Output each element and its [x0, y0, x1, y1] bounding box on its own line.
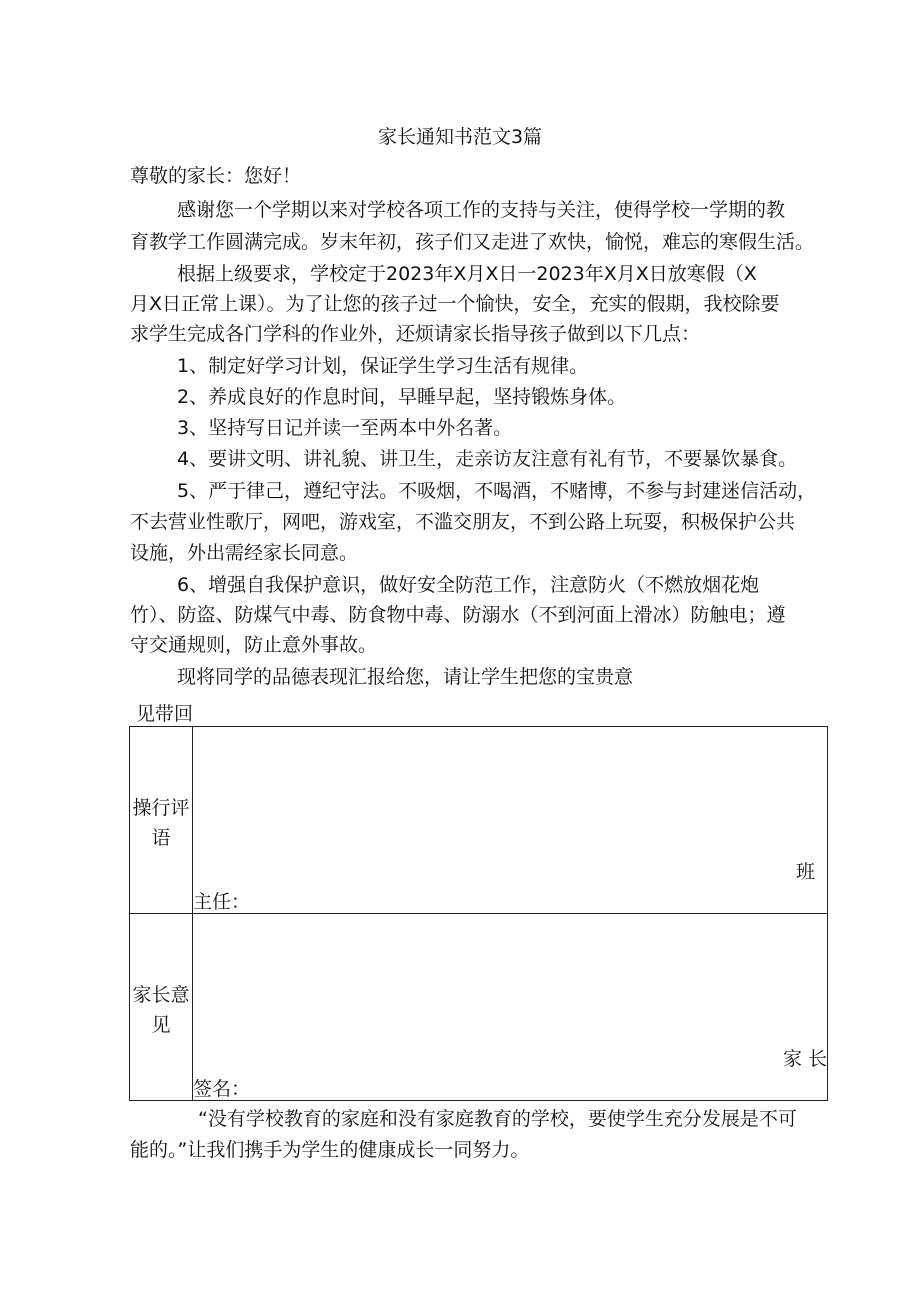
paragraph-line: 见带回	[136, 703, 194, 725]
paragraph-line: 竹）、防盗、防煤气中毒、防食物中毒、防溺水（不到河面上滑冰）防触电；遵	[130, 604, 786, 626]
table-row	[130, 914, 828, 1101]
teacher-sign-label: 主任：	[193, 891, 251, 913]
teacher-sign-label: 班	[795, 861, 815, 883]
paragraph-line: 设施，外出需经家长同意。	[130, 542, 359, 564]
conduct-comment-field[interactable]	[193, 727, 828, 914]
list-item: 1、制定好学习计划，保证学生学习生活有规律。	[177, 355, 589, 377]
greeting: 尊敬的家长：您好！	[130, 165, 302, 187]
paragraph-line: 现将同学的品德表现汇报给您，请让学生把您的宝贵意	[177, 666, 634, 688]
parent-opinion-field[interactable]	[193, 914, 828, 1101]
list-item: 4、要讲文明、讲礼貌、讲卫生，走亲访友注意有礼有节，不要暴饮暴食。	[177, 448, 798, 470]
paragraph-line: 根据上级要求，学校定于2023年X月X日一2023年X月X日放寒假（X	[177, 263, 757, 285]
feedback-form-table	[129, 726, 828, 1101]
label-line: 语	[151, 827, 171, 849]
parent-sign-label: 签名：	[193, 1078, 251, 1100]
paragraph-line: 月X日正常上课）。为了让您的孩子过一个愉快，安全，充实的假期，我校除要	[130, 293, 780, 315]
label-line: 操行评	[132, 797, 190, 819]
paragraph-line: 求学生完成各门学科的作业外，还烦请家长指导孩子做到以下几点：	[130, 323, 701, 345]
paragraph-line: 感谢您一个学期以来对学校各项工作的支持与关注，使得学校一学期的教	[177, 199, 786, 221]
list-item: 5、严于律己，遵纪守法。不吸烟，不喝酒，不赌博，不参与封建迷信活动，	[177, 480, 817, 502]
page-title: 家长通知书范文3篇	[377, 126, 543, 148]
paragraph-line: 守交通规则，防止意外事故。	[130, 634, 378, 656]
paragraph-line: 不去营业性歌厅，网吧，游戏室，不滥交朋友，不到公路上玩耍，积极保护公共	[130, 511, 796, 533]
paragraph-line: 育教学工作圆满完成。岁末年初，孩子们又走进了欢快，愉悦，难忘的寒假生活。	[130, 231, 815, 253]
parent-sign-label: 家 长	[782, 1048, 827, 1070]
closing-line: “没有学校教育的家庭和没有家庭教育的学校，要使学生充分发展是不可	[198, 1108, 797, 1130]
closing-line: 能的。”让我们携手为学生的健康成长一同努力。	[130, 1139, 530, 1161]
label-line: 家长意	[132, 984, 190, 1006]
conduct-comment-label	[130, 727, 193, 914]
parent-opinion-label	[130, 914, 193, 1101]
table-row	[130, 727, 828, 914]
list-item: 3、坚持写日记并读一至两本中外名著。	[177, 417, 513, 439]
label-line: 见	[151, 1014, 171, 1036]
list-item: 2、养成良好的作息时间，早睡早起，坚持锻炼身体。	[177, 386, 627, 408]
list-item: 6、增强自我保护意识，做好安全防范工作，注意防火（不燃放烟花炮	[177, 574, 760, 596]
